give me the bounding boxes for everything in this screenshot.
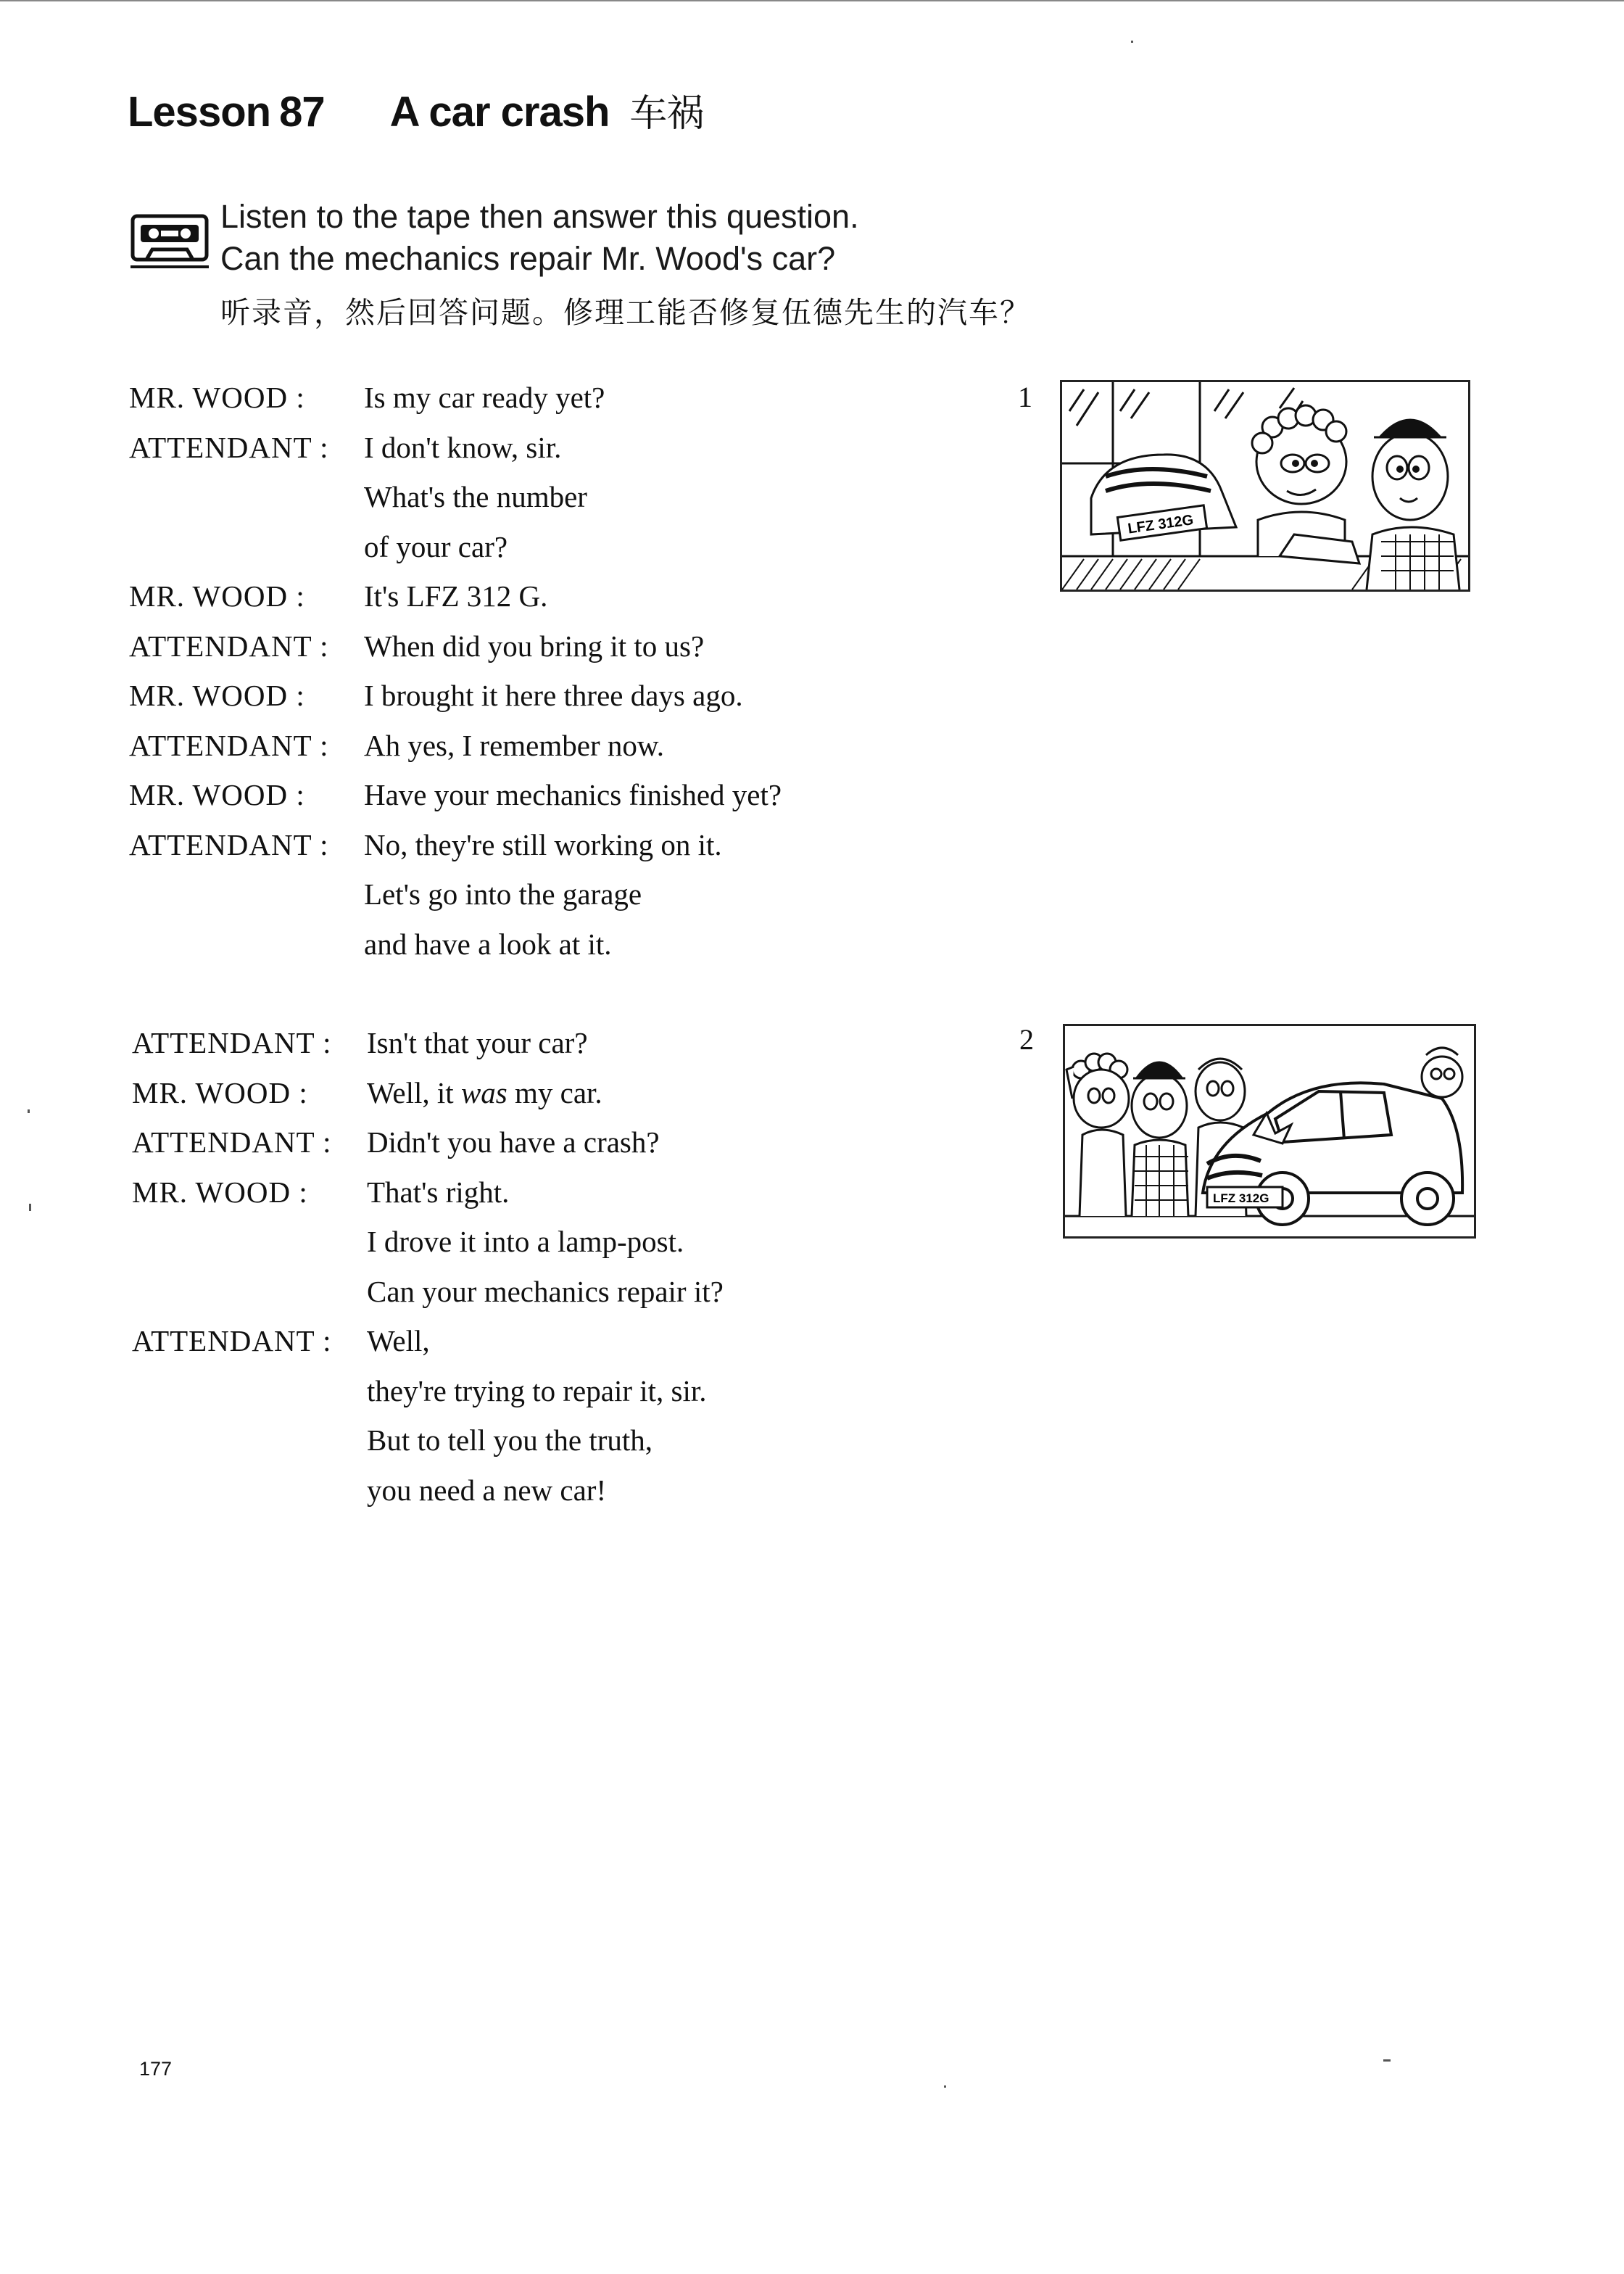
dialogue-line	[132, 1316, 1002, 1366]
lesson-label: Lesson	[128, 88, 271, 136]
speaker: ATTENDANT :	[129, 629, 329, 663]
dialogue-line	[132, 1117, 1002, 1167]
license-plate-text: LFZ 312G	[1213, 1191, 1269, 1205]
dialogue-line	[129, 472, 999, 522]
speech: It's LFZ 312 G.	[364, 579, 548, 613]
scan-speck	[944, 2085, 946, 2088]
speaker: ATTENDANT :	[132, 1125, 332, 1159]
speech: Is my car ready yet?	[364, 381, 605, 414]
speaker: MR. WOOD :	[132, 1075, 308, 1109]
dialogue-line	[132, 1068, 1002, 1118]
top-rule	[0, 0, 1624, 1]
speech: No, they're still working on it.	[364, 827, 722, 861]
speech: What's the number	[364, 480, 587, 513]
speaker: MR. WOOD :	[129, 381, 305, 414]
dialogue-part-1	[129, 373, 999, 969]
lesson-subtitle: A car crash	[389, 88, 610, 136]
speech: That's right.	[367, 1175, 510, 1209]
scan-speck	[28, 1109, 30, 1113]
speech: Isn't that your car?	[367, 1026, 588, 1059]
speech: Well, it was my car.	[367, 1075, 602, 1109]
scan-speck	[1131, 41, 1133, 43]
picture-number-1: 1	[1018, 381, 1032, 413]
speaker: ATTENDANT :	[129, 827, 329, 861]
speech: Have your mechanics finished yet?	[364, 778, 782, 811]
speech: Ah yes, I remember now.	[364, 728, 665, 762]
speech: When did you bring it to us?	[364, 629, 705, 663]
dialogue-line	[132, 1018, 1002, 1068]
dialogue-line	[129, 671, 999, 721]
dialogue-line	[132, 1415, 1002, 1465]
scan-speck	[29, 1204, 31, 1211]
speaker: ATTENDANT :	[129, 728, 329, 762]
speech: But to tell you the truth,	[367, 1423, 653, 1457]
illustration-crashed-car	[1063, 1024, 1476, 1239]
dialogue-line	[129, 820, 999, 870]
speech: Didn't you have a crash?	[367, 1125, 660, 1159]
dialogue-line	[129, 919, 999, 969]
instruction-line-1: Listen to the tape then answer this question.	[220, 198, 859, 235]
dialogue-line	[132, 1366, 1002, 1416]
speaker: MR. WOOD :	[129, 679, 305, 712]
speaker: ATTENDANT :	[132, 1026, 332, 1059]
dialogue-line	[129, 571, 999, 621]
dialogue-line	[129, 621, 999, 671]
dialogue-line	[132, 1217, 1002, 1267]
dialogue-line	[129, 423, 999, 473]
dialogue-line	[129, 522, 999, 572]
speech: I drove it into a lamp-post.	[367, 1225, 684, 1258]
dialogue-line	[132, 1267, 1002, 1317]
dialogue-line	[129, 869, 999, 919]
speaker: MR. WOOD :	[129, 778, 305, 811]
speaker: MR. WOOD :	[132, 1175, 308, 1209]
speech: and have a look at it.	[364, 927, 612, 961]
scan-speck	[1383, 2059, 1391, 2062]
picture-number-2: 2	[1019, 1023, 1034, 1056]
dialogue-line	[129, 770, 999, 820]
speech: I don't know, sir.	[364, 430, 562, 464]
dialogue-line	[129, 373, 999, 423]
speech: Can your mechanics repair it?	[367, 1274, 724, 1308]
speech: I brought it here three days ago.	[364, 679, 743, 712]
dialogue-part-2	[132, 1018, 1002, 1515]
question-line: Can the mechanics repair Mr. Wood's car?	[220, 240, 836, 277]
page-number: 177	[139, 2058, 173, 2080]
lesson-subtitle-cn: 车祸	[629, 92, 704, 136]
license-plate-text: LFZ 312G	[1127, 512, 1195, 537]
dialogue-line	[132, 1465, 1002, 1516]
speech: they're trying to repair it, sir.	[367, 1373, 707, 1407]
speech: Let's go into the garage	[364, 877, 642, 911]
speech: of your car?	[364, 529, 508, 563]
speech: Well,	[367, 1324, 430, 1357]
illustration-garage-office	[1060, 380, 1470, 592]
cassette-tape-icon	[130, 209, 209, 270]
speaker: ATTENDANT :	[132, 1324, 332, 1357]
dialogue-line	[132, 1167, 1002, 1217]
dialogue-line	[129, 721, 999, 771]
lesson-title	[128, 88, 704, 136]
lesson-number: 87	[279, 88, 325, 136]
instruction-chinese: 听录音，然后回答问题。修理工能否修复伍德先生的汽车？	[220, 295, 1031, 330]
speech: you need a new car!	[367, 1473, 607, 1507]
emphasis: was	[460, 1075, 508, 1109]
speaker: ATTENDANT :	[129, 430, 329, 464]
speaker: MR. WOOD :	[129, 579, 305, 613]
